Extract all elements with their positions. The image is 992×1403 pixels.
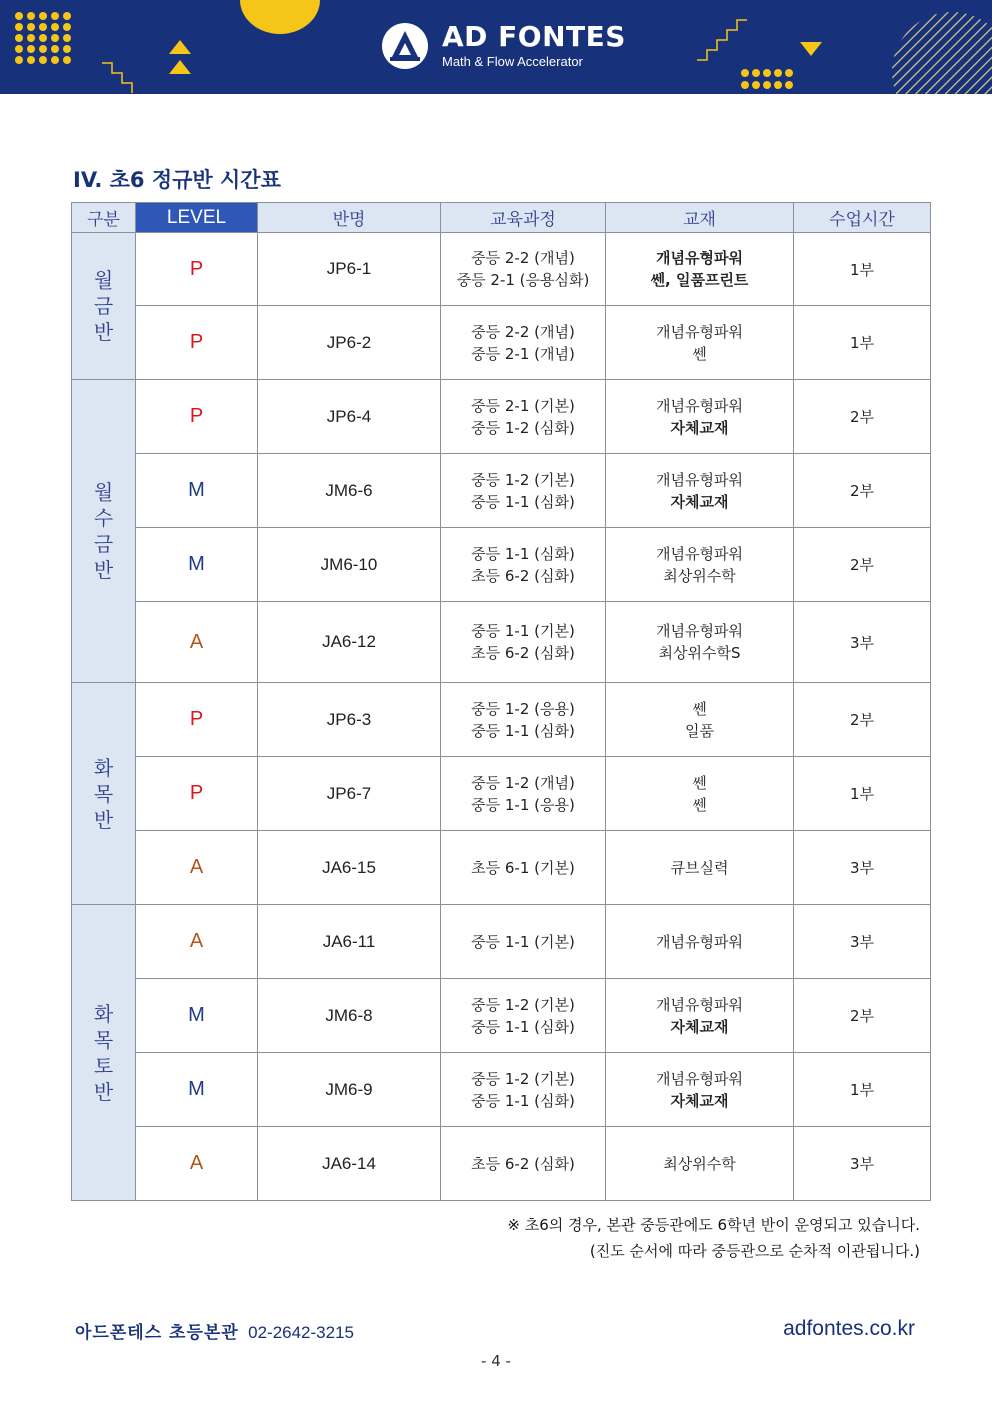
textbook-line: 최상위수학 [663, 566, 736, 585]
table-row [72, 380, 931, 454]
class-name-cell: JA6-14 [258, 1127, 441, 1201]
curriculum-line: 중등 2-1 (응용심화) [456, 271, 590, 289]
dot [39, 56, 47, 64]
table-row [72, 683, 931, 757]
curriculum-cell [441, 1053, 606, 1127]
dot [39, 45, 47, 53]
dot [763, 81, 771, 89]
dot [63, 12, 71, 20]
dot [15, 23, 23, 31]
level-cell: A [136, 602, 258, 683]
table-row [72, 979, 931, 1053]
class-time-cell: 3부 [794, 1127, 931, 1201]
textbook-line: 개념유형파워 [656, 544, 743, 563]
group-label-char: 금 [93, 294, 114, 318]
group-label-char: 반 [93, 558, 114, 582]
dot [63, 23, 71, 31]
dot [27, 12, 35, 20]
curriculum-line: 중등 1-2 (심화) [471, 418, 575, 437]
curriculum-cell [441, 979, 606, 1053]
textbook-cell [606, 683, 794, 757]
curriculum-line: 중등 2-1 (개념) [471, 344, 575, 363]
dot [63, 56, 71, 64]
class-time-cell: 2부 [794, 380, 931, 454]
textbook-line: 개념유형파워 [656, 932, 743, 951]
table-row [72, 233, 931, 306]
textbook-cell [606, 757, 794, 831]
textbook-line: 자체교재 [670, 1017, 729, 1036]
level-cell: A [136, 905, 258, 979]
curriculum-line: 초등 6-1 (기본) [471, 858, 575, 877]
table-row [72, 306, 931, 380]
dot [27, 45, 35, 53]
dot-grid-left-decoration [14, 10, 84, 70]
group-label-char: 월 [93, 268, 114, 292]
textbook-line: 자체교재 [670, 492, 729, 511]
curriculum-line: 초등 6-2 (심화) [471, 644, 575, 662]
class-name-cell: JA6-11 [258, 905, 441, 979]
textbook-line: 개념유형파워 [656, 322, 743, 341]
class-name-cell: JA6-12 [258, 602, 441, 683]
dot [51, 34, 59, 42]
group-label-cell [72, 905, 136, 1201]
class-time-cell: 2부 [794, 454, 931, 528]
curriculum-cell [441, 1127, 606, 1201]
level-cell: P [136, 380, 258, 454]
curriculum-cell [441, 683, 606, 757]
header-class-time: 수업시간 [794, 203, 931, 233]
curriculum-line: 중등 1-2 (기본) [471, 995, 575, 1014]
class-time-cell: 2부 [794, 979, 931, 1053]
curriculum-cell [441, 757, 606, 831]
dot [51, 56, 59, 64]
level-cell: M [136, 979, 258, 1053]
curriculum-cell [441, 454, 606, 528]
group-label-char: 금 [93, 532, 114, 556]
table-row [72, 831, 931, 905]
class-time-cell: 2부 [794, 528, 931, 602]
dot [741, 69, 749, 77]
textbook-line: 최상위수학 [663, 1154, 736, 1173]
group-label-char: 월 [93, 480, 114, 504]
textbook-cell [606, 905, 794, 979]
level-cell: P [136, 757, 258, 831]
curriculum-line: 중등 1-1 (심화) [471, 492, 575, 511]
textbook-line: 자체교재 [670, 418, 729, 437]
textbook-cell [606, 528, 794, 602]
class-name-cell: JP6-4 [258, 380, 441, 454]
textbook-line: 최상위수학S [658, 644, 741, 662]
header-textbook: 교재 [606, 203, 794, 233]
curriculum-line: 중등 1-1 (기본) [471, 622, 575, 640]
curriculum-line: 중등 1-1 (심화) [471, 1091, 575, 1110]
textbook-line: 쎈 [692, 773, 707, 792]
hatched-circle-decoration [890, 0, 992, 94]
textbook-cell [606, 979, 794, 1053]
dot [785, 81, 793, 89]
curriculum-cell [441, 306, 606, 380]
level-cell: P [136, 683, 258, 757]
textbook-cell [606, 306, 794, 380]
dot [51, 23, 59, 31]
footer-contact [75, 1318, 354, 1343]
curriculum-line: 중등 1-1 (기본) [471, 932, 575, 951]
group-label-char: 화 [93, 1001, 114, 1026]
group-label-cell [72, 233, 136, 380]
dot [752, 69, 760, 77]
dot [27, 23, 35, 31]
dot [15, 45, 23, 53]
curriculum-cell [441, 602, 606, 683]
class-time-cell: 1부 [794, 757, 931, 831]
curriculum-cell [441, 831, 606, 905]
dot [752, 81, 760, 89]
stairs-line-left-decoration [100, 55, 160, 94]
class-name-cell: JM6-8 [258, 979, 441, 1053]
textbook-cell [606, 831, 794, 905]
dot [15, 34, 23, 42]
curriculum-line: 초등 6-2 (심화) [471, 1154, 575, 1173]
group-label-char: 목 [93, 781, 114, 806]
dot [63, 34, 71, 42]
level-cell: M [136, 1053, 258, 1127]
header-curriculum: 교육과정 [441, 203, 606, 233]
class-name-cell: JP6-1 [258, 233, 441, 306]
dot [51, 12, 59, 20]
page-number: - 4 - [481, 1352, 511, 1370]
curriculum-line: 중등 1-2 (개념) [471, 773, 575, 792]
group-label-char: 화 [93, 755, 114, 780]
level-cell: P [136, 233, 258, 306]
class-name-cell: JM6-9 [258, 1053, 441, 1127]
textbook-line: 쎈, 일품프린트 [650, 271, 749, 289]
group-label-char: 수 [93, 506, 114, 530]
curriculum-cell [441, 380, 606, 454]
textbook-line: 개념유형파워 [656, 396, 743, 415]
stairs-line-right-decoration [695, 10, 755, 70]
curriculum-line: 초등 6-2 (심화) [471, 566, 575, 585]
group-label-char: 목 [93, 1027, 114, 1052]
curriculum-cell [441, 905, 606, 979]
group-label-char: 반 [93, 807, 114, 832]
class-name-cell: JM6-10 [258, 528, 441, 602]
class-time-cell: 1부 [794, 233, 931, 306]
dot [774, 81, 782, 89]
table-row [72, 528, 931, 602]
class-time-cell: 2부 [794, 683, 931, 757]
table-row [72, 454, 931, 528]
dot [763, 69, 771, 77]
circle-arc-decoration [240, 0, 320, 40]
class-time-cell: 3부 [794, 905, 931, 979]
dot [39, 12, 47, 20]
class-name-cell: JP6-7 [258, 757, 441, 831]
dot [774, 69, 782, 77]
notice-line: (진도 순서에 따라 중등관으로 순차적 이관됩니다.) [589, 1242, 920, 1260]
dot [39, 34, 47, 42]
group-label-char: 반 [93, 1079, 114, 1104]
footer-phone: 02-2642-3215 [248, 1323, 354, 1342]
curriculum-line: 중등 2-2 (개념) [471, 322, 575, 341]
curriculum-line: 중등 1-1 (심화) [471, 1017, 575, 1036]
class-time-cell: 1부 [794, 306, 931, 380]
curriculum-cell [441, 233, 606, 306]
section-title: IV. 초6 정규반 시간표 [73, 168, 281, 192]
textbook-line: 개념유형파워 [656, 622, 743, 640]
curriculum-line: 중등 1-2 (기본) [471, 470, 575, 489]
curriculum-line: 중등 1-1 (심화) [471, 544, 575, 563]
dot [785, 69, 793, 77]
textbook-cell [606, 1127, 794, 1201]
header-division: 구분 [72, 203, 136, 233]
curriculum-line: 중등 1-1 (응용) [471, 795, 575, 814]
group-label-cell [72, 683, 136, 905]
textbook-line: 쎈 [692, 699, 707, 718]
group-label-char: 토 [93, 1053, 114, 1078]
textbook-line: 자체교재 [670, 1091, 729, 1110]
level-cell: A [136, 831, 258, 905]
table-row [72, 905, 931, 979]
brand-name: AD FONTES [442, 20, 626, 53]
textbook-cell [606, 602, 794, 683]
group-label-char: 반 [93, 320, 114, 344]
table-row [72, 757, 931, 831]
notice-line: ※ 초6의 경우, 본관 중등관에도 6학년 반이 운영되고 있습니다. [507, 1216, 920, 1234]
triangle-up-decoration [165, 36, 195, 80]
brand-logo [382, 22, 626, 70]
header-level: LEVEL [136, 203, 258, 233]
level-cell: M [136, 454, 258, 528]
level-cell: P [136, 306, 258, 380]
class-time-cell: 3부 [794, 602, 931, 683]
brand-tagline: Math & Flow Accelerator [442, 54, 583, 69]
table-row [72, 1127, 931, 1201]
textbook-line: 쎈 [692, 795, 707, 814]
curriculum-line: 중등 2-1 (기본) [471, 396, 575, 415]
textbook-line: 개념유형파워 [656, 470, 743, 489]
textbook-cell [606, 233, 794, 306]
level-cell: M [136, 528, 258, 602]
level-cell: A [136, 1127, 258, 1201]
dot [27, 56, 35, 64]
curriculum-line: 중등 1-2 (기본) [471, 1069, 575, 1088]
dot [15, 56, 23, 64]
textbook-line: 쎈 [692, 344, 707, 363]
textbook-cell [606, 454, 794, 528]
textbook-line: 큐브실력 [670, 858, 729, 877]
brand-mark-icon [382, 23, 428, 69]
timetable-header-row [72, 203, 931, 233]
triangle-down-decoration [796, 38, 826, 62]
dot [15, 12, 23, 20]
textbook-cell [606, 380, 794, 454]
dot [27, 34, 35, 42]
dot-grid-right-decoration [740, 66, 800, 94]
class-name-cell: JA6-15 [258, 831, 441, 905]
curriculum-line: 중등 1-2 (응용) [471, 699, 575, 718]
dot [63, 45, 71, 53]
class-time-cell: 3부 [794, 831, 931, 905]
footer-academy-name: 아드폰테스 초등본관 [75, 1323, 239, 1343]
class-name-cell: JM6-6 [258, 454, 441, 528]
curriculum-line: 중등 2-2 (개념) [471, 249, 575, 267]
table-row [72, 1053, 931, 1127]
notice [507, 1212, 920, 1264]
curriculum-cell [441, 528, 606, 602]
textbook-line: 일품 [685, 721, 714, 740]
group-label-cell [72, 380, 136, 683]
header-class-name: 반명 [258, 203, 441, 233]
header-banner [0, 0, 992, 94]
table-row [72, 602, 931, 683]
textbook-line: 개념유형파워 [656, 1069, 743, 1088]
dot [39, 23, 47, 31]
textbook-cell [606, 1053, 794, 1127]
class-name-cell: JP6-3 [258, 683, 441, 757]
dot [51, 45, 59, 53]
curriculum-line: 중등 1-1 (심화) [471, 721, 575, 740]
textbook-line: 개념유형파워 [656, 995, 743, 1014]
class-time-cell: 1부 [794, 1053, 931, 1127]
timetable [71, 202, 931, 1201]
dot [741, 81, 749, 89]
footer-website-link[interactable]: adfontes.co.kr [783, 1317, 915, 1340]
class-name-cell: JP6-2 [258, 306, 441, 380]
textbook-line: 개념유형파워 [656, 249, 743, 267]
